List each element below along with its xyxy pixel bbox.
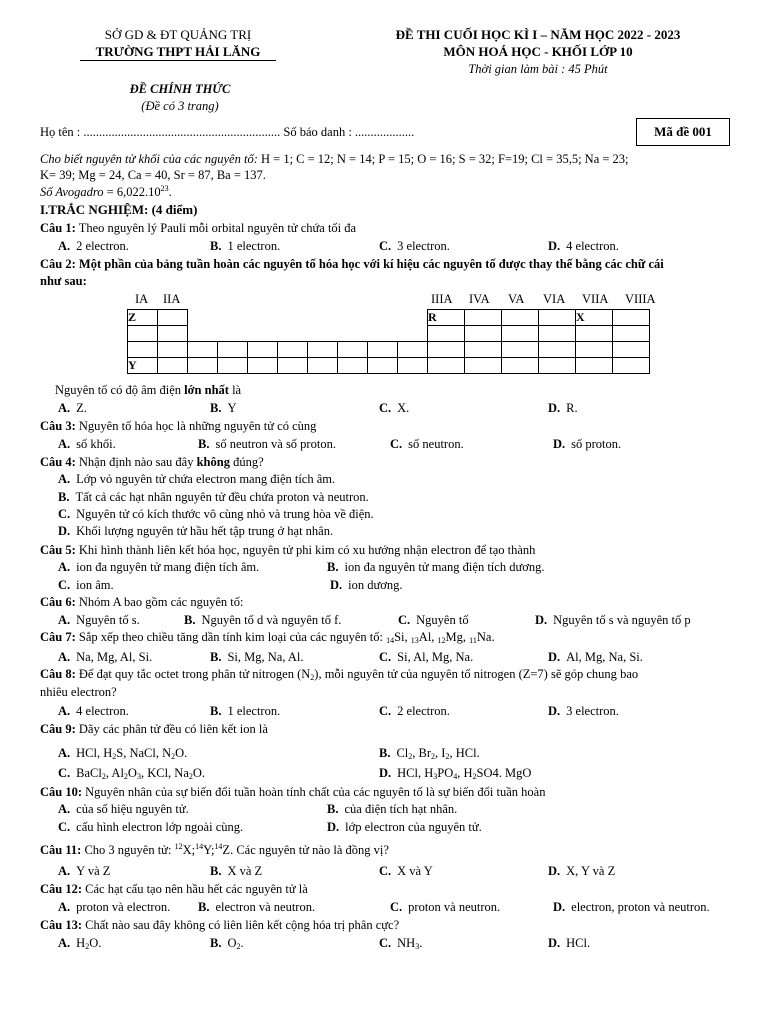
avogadro-exponent: 23 (160, 184, 169, 193)
question-10: Câu 10: Nguyên nhân của sự biến đổi tuần hoàn tính chất của các nguyên tố là sự biến đổi tuần hoàn (40, 785, 546, 799)
q6-option-a: A. Nguyên tố s. (58, 613, 140, 627)
question-5: Câu 5: Khi hình thành liên kết hóa học, nguyên tử phi kim có xu hướng nhận electron để tạo thành (40, 543, 536, 557)
q2-label: Câu 2: (40, 257, 76, 271)
section-title: I.TRẮC NGHIỆM: (4 điểm) (40, 202, 198, 217)
question-1 (40, 221, 356, 236)
question-13: Câu 13: Chất nào sau đây không có liên liên kết cộng hóa trị phân cực? (40, 918, 400, 932)
q7-option-b: B. Si, Mg, Na, Al. (210, 650, 304, 664)
q12-option-a: A. proton và electron. (58, 900, 171, 914)
q1-text: Theo nguyên lý Pauli mỗi orbital nguyên tử chứa tối đa (78, 221, 357, 235)
q8-option-b: B. 1 electron. (210, 704, 281, 718)
q13-option-d: D. HCl. (548, 936, 591, 950)
q13-option-c: C. $NH_3$. (379, 936, 423, 951)
question-7: Câu 7: Sắp xếp theo chiều tăng dần tính kim loại của các nguyên tố: $_{14}$Si, $_{13}$Al, $_{12}$Mg, $_{11}$Na. (40, 630, 495, 645)
name-id-line: Họ tên : ............................................................... Số báo danh : ................... (40, 125, 415, 139)
q2-option-a: A. Z. (58, 401, 87, 415)
periodic-table-fragment (127, 309, 650, 374)
q2-option-d: D. R. (548, 401, 578, 415)
q6-option-d: D. Nguyên tố s và nguyên tố p (535, 613, 691, 627)
group-va: VA (508, 292, 525, 306)
group-via: VIA (543, 292, 566, 306)
q11-option-d: D. X, Y và Z (548, 864, 616, 878)
q10-option-a: A. của số hiệu nguyên tử. (58, 802, 189, 816)
q9-option-d: D. HCl, $H_3PO_4$, $H_2SO4$. MgO (379, 766, 532, 781)
q7-option-d: D. Al, Mg, Na, Si. (548, 650, 643, 664)
school-name: TRƯỜNG THPT HẢI LĂNG (80, 44, 276, 61)
q4-option-d: D. Khối lượng nguyên tử hầu hết tập trung ở hạt nhân. (58, 524, 334, 538)
q10-option-c: C. cấu hình electron lớp ngoài cùng. (58, 820, 244, 834)
subject-line: MÔN HOÁ HỌC - KHỐI LỚP 10 (443, 44, 633, 59)
q3-option-d: D. số proton. (553, 437, 622, 451)
cell-z: Z (128, 310, 158, 326)
question-12: Câu 12: Các hạt cấu tạo nên hầu hết các nguyên tử là (40, 882, 308, 896)
exam-code-box (636, 118, 730, 146)
question-6: Câu 6: Nhóm A bao gồm các nguyên tố: (40, 595, 244, 609)
question-2 (40, 257, 664, 272)
atomic-mass-line-1 (40, 152, 629, 167)
q5-option-c: C. ion âm. (58, 578, 114, 592)
q12-option-d: D. electron, proton và neutron. (553, 900, 710, 914)
q7-option-a: A. Na, Mg, Al, Si. (58, 650, 153, 664)
q4-option-c: C. Nguyên tử có kích thước vô cùng nhỏ và trung hòa về điện. (58, 507, 374, 521)
department-name: SỞ GD & ĐT QUẢNG TRỊ (104, 27, 252, 42)
avogadro-label: Số Avogadro (40, 185, 104, 199)
official-label: ĐỀ CHÍNH THỨC (129, 82, 231, 96)
cell-x: X (576, 310, 613, 326)
exam-code: Mã đề 001 (654, 124, 712, 139)
question-8: Câu 8: Để đạt quy tắc octet trong phân tử nitrogen $(N_2)$, mỗi nguyên tử của nguyên tố nitrogen (Z=7) sẽ góp chung bao (40, 667, 639, 682)
q12-option-c: C. proton và neutron. (390, 900, 501, 914)
question-3: Câu 3: Nguyên tố hóa học là những nguyên tử có cùng (40, 419, 317, 433)
q3-option-c: C. số neutron. (390, 437, 464, 451)
q1-label: Câu 1: (40, 221, 76, 235)
q1-option-c: C. 3 electron. (379, 239, 450, 253)
q8-option-a: A. 4 electron. (58, 704, 129, 718)
group-iiia: IIIA (431, 292, 453, 306)
question-9: Câu 9: Dãy các phân tử đều có liên kết ion là (40, 722, 268, 736)
q4-option-a: A. Lớp vỏ nguyên tử chứa electron mang điện tích âm. (58, 472, 336, 486)
q6-option-b: B. Nguyên tố d và nguyên tố f. (184, 613, 342, 627)
pages-note: (Đề có 3 trang) (141, 99, 219, 113)
q11-option-b: B. X và Z (210, 864, 263, 878)
q11-option-c: C. X và Y (379, 864, 433, 878)
cell-r: R (428, 310, 465, 326)
q11-option-a: A. Y và Z (58, 864, 111, 878)
q1-option-b: B. 1 electron. (210, 239, 281, 253)
group-viia: VIIA (582, 292, 609, 306)
group-iva: IVA (469, 292, 490, 306)
question-11: Câu 11: Cho 3 nguyên tử: $^{12}$X;$^{14}$Y;$^{14}$Z. Các nguyên tử nào là đồng vị? (40, 842, 389, 857)
time-limit: Thời gian làm bài : 45 Phút (468, 62, 608, 76)
q7-option-c: C. Si, Al, Mg, Na. (379, 650, 474, 664)
q9-option-a: A. HCl, $H_2S$, NaCl, $N_2O$. (58, 746, 188, 761)
q2-text: Một phần của bảng tuần hoàn các nguyên tố hóa học với kí hiệu các nguyên tố được thay thế bằng các chữ cái (78, 257, 664, 271)
q1-option-a: A. 2 electron. (58, 239, 129, 253)
cell-y: Y (128, 358, 158, 374)
avogadro-value: = 6,022.10 (103, 185, 161, 199)
avogadro-end: . (168, 185, 172, 199)
exam-title: ĐỀ THI CUỐI HỌC KÌ I – NĂM HỌC 2022 - 2023 (395, 27, 681, 42)
group-iia: IIA (163, 292, 181, 306)
q5-option-d: D. ion dương. (330, 578, 403, 592)
group-ia: IA (135, 292, 149, 306)
q9-option-c: C. BaCl$_2$, $Al_2O_3$, KCl, $Na_2O$. (58, 766, 206, 781)
q13-option-b: B. $O_2$. (210, 936, 244, 951)
q8-text-line2: nhiêu electron? (40, 685, 117, 699)
q3-option-a: A. số khối. (58, 437, 116, 451)
q8-option-c: C. 2 electron. (379, 704, 450, 718)
q2-option-c: C. X. (379, 401, 410, 415)
q10-option-b: B. của điện tích hạt nhân. (327, 802, 458, 816)
q1-option-d: D. 4 electron. (548, 239, 619, 253)
atomic-mass-values: H = 1; C = 12; N = 14; P = 15; O = 16; S = 32; F=19; Cl = 35,5; Na = 23; (257, 152, 629, 166)
q13-option-a: A. $H_2O$. (58, 936, 102, 951)
q9-option-b: B. $Cl_2$, $Br_2$, $I_2$, HCl. (379, 746, 480, 761)
avogadro-line (40, 184, 172, 200)
q2-option-b: B. Y (210, 401, 237, 415)
atomic-mass-line-2: K= 39; Mg = 24, Ca = 40, Sr = 87, Ba = 137. (40, 168, 266, 182)
q6-option-c: C. Nguyên tố (398, 613, 469, 627)
q2-text-line2: như sau: (40, 274, 87, 288)
atomic-mass-intro: Cho biết nguyên tử khối của các nguyên tố: (40, 152, 258, 166)
q2-question: Nguyên tố có độ âm điện lớn nhất là (55, 383, 242, 397)
question-4: Câu 4: Nhận định nào sau đây không đúng? (40, 455, 264, 469)
group-viiia: VIIIA (625, 292, 656, 306)
q4-option-b: B. Tất cả các hạt nhân nguyên tử đều chứa proton và neutron. (58, 490, 369, 504)
q3-option-b: B. số neutron và số proton. (198, 437, 336, 451)
q12-option-b: B. electron và neutron. (198, 900, 316, 914)
q5-option-b: B. ion đa nguyên tử mang điện tích dương. (327, 560, 545, 574)
q10-option-d: D. lớp electron của nguyên tử. (327, 820, 482, 834)
q8-option-d: D. 3 electron. (548, 704, 619, 718)
q5-option-a: A. ion đa nguyên tử mang điện tích âm. (58, 560, 260, 574)
